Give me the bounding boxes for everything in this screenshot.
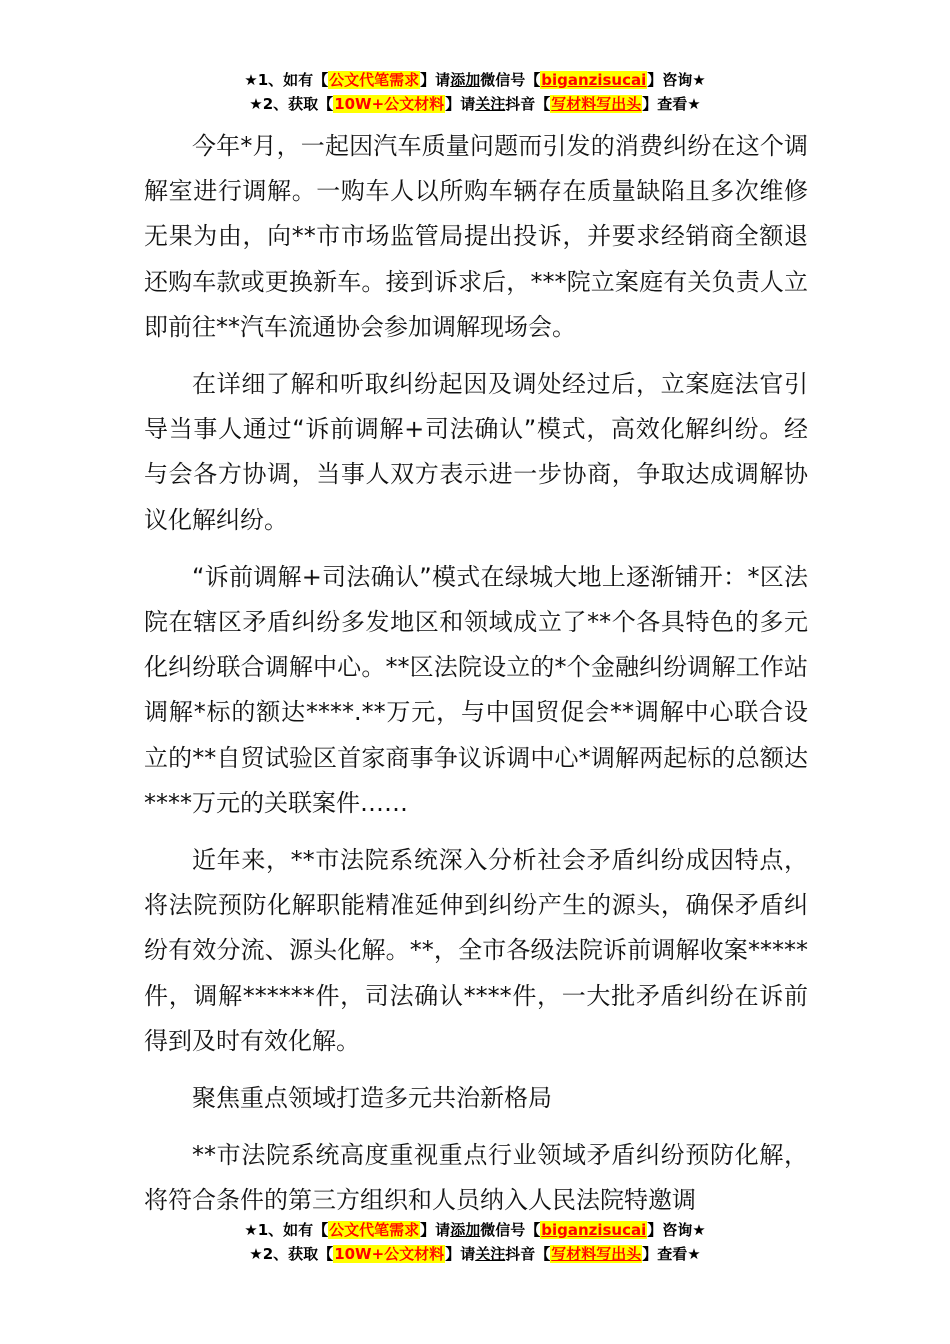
highlight-materials: 10W+公文材料: [334, 95, 445, 113]
banner-text: ★1、如有【: [244, 71, 329, 89]
banner-text: 微信号【: [480, 1221, 541, 1239]
banner-text: 】咨询★: [647, 1221, 706, 1239]
banner-text: 】请: [420, 71, 451, 89]
wechat-id-link[interactable]: biganzisucai: [541, 71, 647, 89]
banner-text: 】查看★: [642, 1245, 701, 1263]
highlight-service: 公文代笔需求: [329, 71, 420, 89]
banner-line-1: [0, 68, 950, 92]
banner-line-2: [0, 1242, 950, 1266]
paragraph: 今年*月，一起因汽车质量问题而引发的消费纠纷在这个调解室进行调解。一购车人以所购车辆存在质量缺陷且多次维修无果为由，向**市市场监管局提出投诉，并要求经销商全额退还购车款或更换新车。接到诉求后，***院立案庭有关负责人立即前往**汽车流通协会参加调解现场会。: [144, 132, 808, 341]
highlight-materials: 10W+公文材料: [334, 1245, 445, 1263]
paragraph: 在详细了解和听取纠纷起因及调处经过后，立案庭法官引导当事人通过“诉前调解+司法确认”模式，高效化解纠纷。经与会各方协调，当事人双方表示进一步协商，争取达成调解协议化解纠纷。: [144, 370, 808, 534]
banner-text: 】请: [420, 1221, 451, 1239]
banner-text-underlined: 关注: [475, 95, 506, 113]
banner-line-2: [0, 92, 950, 116]
banner-text: ★2、获取【: [249, 1245, 334, 1263]
banner-text-underlined: 添加: [450, 71, 481, 89]
paragraph: “诉前调解+司法确认”模式在绿城大地上逐渐铺开：*区法院在辖区矛盾纠纷多发地区和领域成立了**个各具特色的多元化纠纷联合调解中心。**区法院设立的*个金融纠纷调解工作站调解*标的额达****.**万元，与中国贸促会**调解中心联合设立的**自贸试验区首家商事争议诉调中心*调解两起标的总额达****万元的关联案件……: [144, 562, 808, 817]
wechat-id-link[interactable]: biganzisucai: [541, 1221, 647, 1239]
header-banner: [0, 68, 950, 116]
document-body: [144, 124, 808, 1236]
douyin-account-link[interactable]: 写材料写出头: [551, 95, 642, 113]
banner-text: ★2、获取【: [249, 95, 334, 113]
banner-text: ★1、如有【: [244, 1221, 329, 1239]
banner-text-underlined: 添加: [450, 1221, 481, 1239]
footer-banner: [0, 1218, 950, 1266]
banner-text: 】查看★: [642, 95, 701, 113]
douyin-account-link[interactable]: 写材料写出头: [551, 1245, 642, 1263]
banner-text: 微信号【: [480, 71, 541, 89]
section-heading: 聚焦重点领域打造多元共治新格局: [192, 1084, 552, 1113]
banner-text: 抖音【: [505, 95, 551, 113]
banner-text: 】请: [445, 95, 476, 113]
paragraph: 近年来，**市法院系统深入分析社会矛盾纠纷成因特点，将法院预防化解职能精准延伸到纠纷产生的源头，确保矛盾纠纷有效分流、源头化解。**，全市各级法院诉前调解收案*****件，调解******件，司法确认****件，一大批矛盾纠纷在诉前得到及时有效化解。: [144, 846, 808, 1055]
highlight-service: 公文代笔需求: [329, 1221, 420, 1239]
banner-text: 】咨询★: [647, 71, 706, 89]
banner-text-underlined: 关注: [475, 1245, 506, 1263]
banner-text: 抖音【: [505, 1245, 551, 1263]
banner-line-1: [0, 1218, 950, 1242]
paragraph: **市法院系统高度重视重点行业领域矛盾纠纷预防化解，将符合条件的第三方组织和人员纳入人民法院特邀调: [144, 1141, 808, 1215]
banner-text: 】请: [445, 1245, 476, 1263]
